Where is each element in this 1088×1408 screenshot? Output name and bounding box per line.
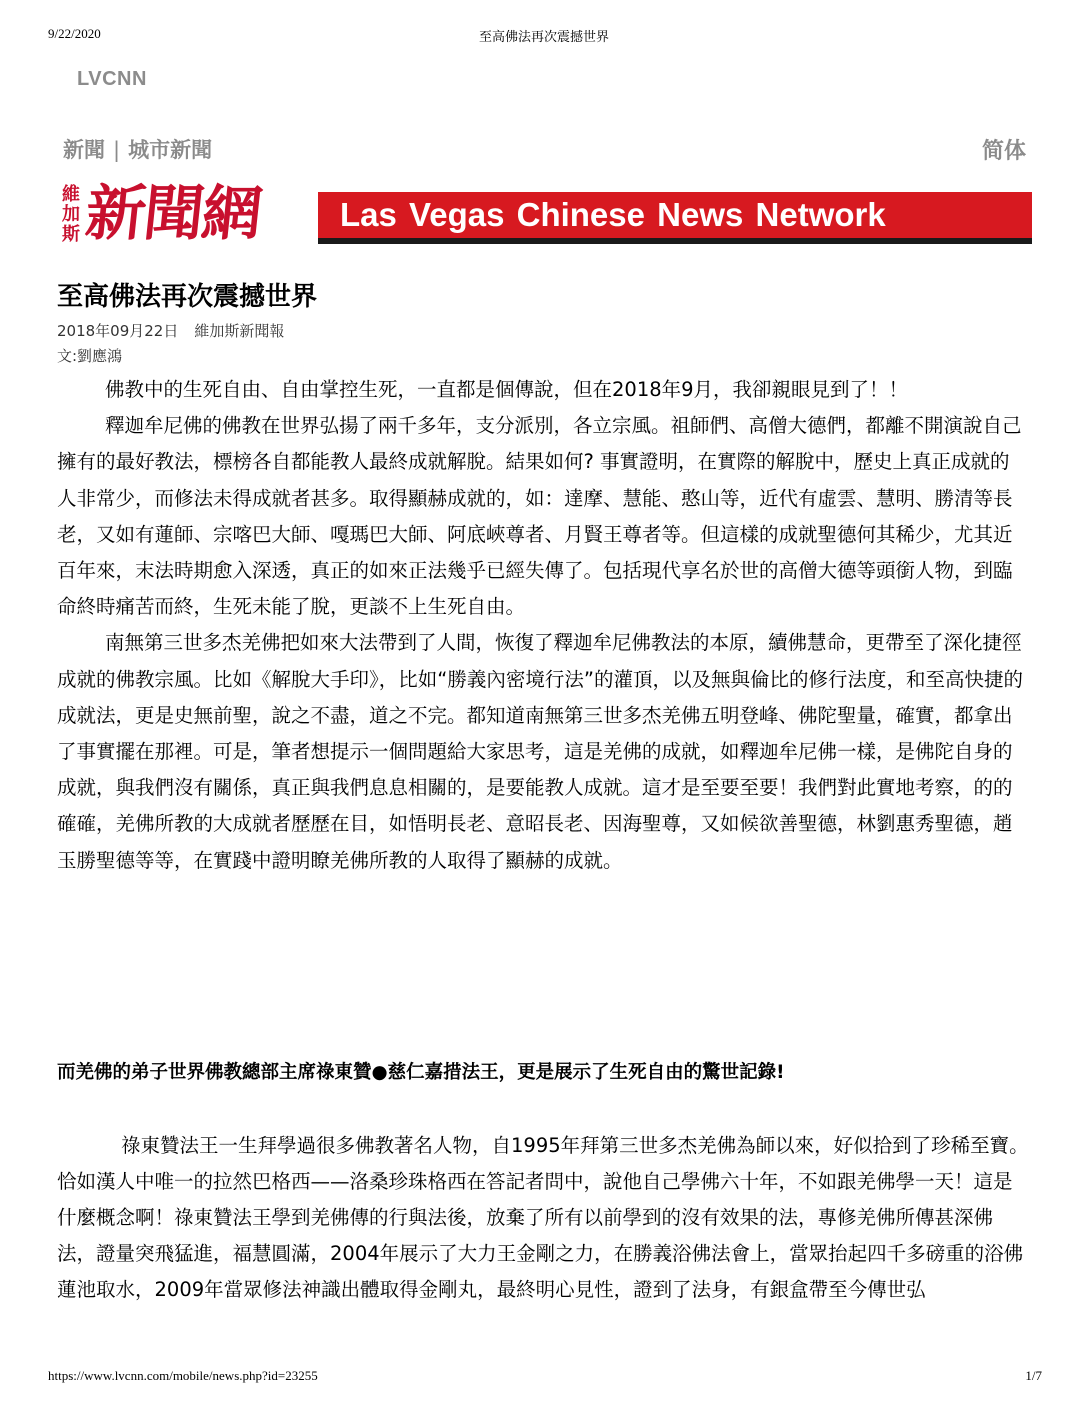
article-author: 文:劉應鴻 <box>57 347 123 365</box>
logo-small-text: 維加斯 <box>62 184 80 245</box>
logo-big-text: 新聞網 <box>82 179 264 249</box>
paragraph: 佛教中的生死自由、自由掌控生死，一直都是個傳說，但在2018年9月，我卻親眼見到了！！ <box>105 378 909 401</box>
site-brand-link[interactable]: LVCNN <box>77 68 147 90</box>
article-subheading: 而羌佛的弟子世界佛教總部主席祿東贊●慈仁嘉措法王，更是展示了生死自由的驚世記錄! <box>57 1062 785 1083</box>
page-number: 1/7 <box>1025 1368 1042 1383</box>
article-meta <box>57 320 300 341</box>
breadcrumb <box>63 134 212 164</box>
article-body <box>57 372 1029 879</box>
nav-item-city-news[interactable]: 城市新聞 <box>128 138 213 162</box>
nav-separator: | <box>113 138 121 162</box>
print-date: 9/22/2020 <box>48 26 101 41</box>
paragraph: 南無第三世多杰羌佛把如來大法帶到了人間，恢復了釋迦牟尼佛教法的本原，續佛慧命，更帶至了深化捷徑成就的佛教宗風。比如《解脫大手印》，比如“勝義內密境行法”的灌頂，以及無與倫比的修行法度，和至高快捷的成就法，更是史無前聖，說之不盡，道之不完。都知道南無第三世多杰羌佛五明登峰、佛陀聖量，確實，都拿出了事實擺在那裡。可是，筆者想提示一個問題給大家思考，這是羌佛的成就，如釋迦牟尼佛一樣，是佛陀自身的成就，與我們沒有關係，真正與我們息息相關的，是要能教人成就。這才是至要至要！我們對此實地考察，的的確確，羌佛所教的大成就者歷歷在目，如悟明長老、意昭長老、因海聖尊，又如候欲善聖德，林劉惠秀聖德，趙玉勝聖德等等，在實踐中證明瞭羌佛所教的人取得了顯赫的成就。 <box>57 631 1023 872</box>
banner-english-title: Las Vegas Chinese News Network <box>340 196 886 233</box>
paragraph: 釋迦牟尼佛的佛教在世界弘揚了兩千多年，支分派別，各立宗風。祖師們、高僧大德們，都離不開演說自己擁有的最好教法，標榜各自都能教人最終成就解脫。結果如何? 事實證明，在實際的解脫中，歷史上真正成就的人非常少，而修法未得成就者甚多。取得顯赫成就的，如：達摩、慧能、憨山等，近代有虛雲、慧明、勝清等長老，又如有蓮師、宗喀巴大師、嘎瑪巴大師、阿底峽尊者、月賢王尊者等。但這樣的成就聖德何其稀少，尤其近百年來，末法時期愈入深透，真正的如來正法幾乎已經失傳了。包括現代享名於世的高僧大德等頭銜人物，到臨命終時痛苦而終，生死未能了脫，更談不上生死自由。 <box>57 414 1022 619</box>
article-title: 至高佛法再次震撼世界 <box>57 282 318 312</box>
banner-english-box <box>318 192 1032 244</box>
article-date: 2018年09月22日 <box>57 322 179 340</box>
language-toggle[interactable]: 简体 <box>981 139 1026 164</box>
site-banner[interactable] <box>56 179 1032 249</box>
paragraph: 祿東贊法王一生拜學過很多佛教著名人物，自1995年拜第三世多杰羌佛為師以來，好似拾到了珍稀至寶。恰如漢人中唯一的拉然巴格西——洛桑珍珠格西在答記者問中，說他自己學佛六十年，不如跟羌佛學一天！這是什麼概念啊！祿東贊法王學到羌佛傳的行與法後，放棄了所有以前學到的沒有效果的法，專修羌佛所傳甚深佛法，證量突飛猛進，福慧圓滿，2004年展示了大力王金剛之力，在勝義浴佛法會上，當眾抬起四千多磅重的浴佛蓮池取水，2009年當眾修法神識出體取得金剛丸，最終明心見性，證到了法身，有銀盒帶至今傳世弘 <box>57 1134 1029 1301</box>
print-title: 至高佛法再次震撼世界 <box>478 30 609 45</box>
article-source: 維加斯新聞報 <box>194 322 285 340</box>
nav-item-news[interactable]: 新聞 <box>63 138 105 162</box>
article-body-continued <box>57 1128 1029 1308</box>
print-url: https://www.lvcnn.com/mobile/news.php?id=23255 <box>48 1368 318 1383</box>
